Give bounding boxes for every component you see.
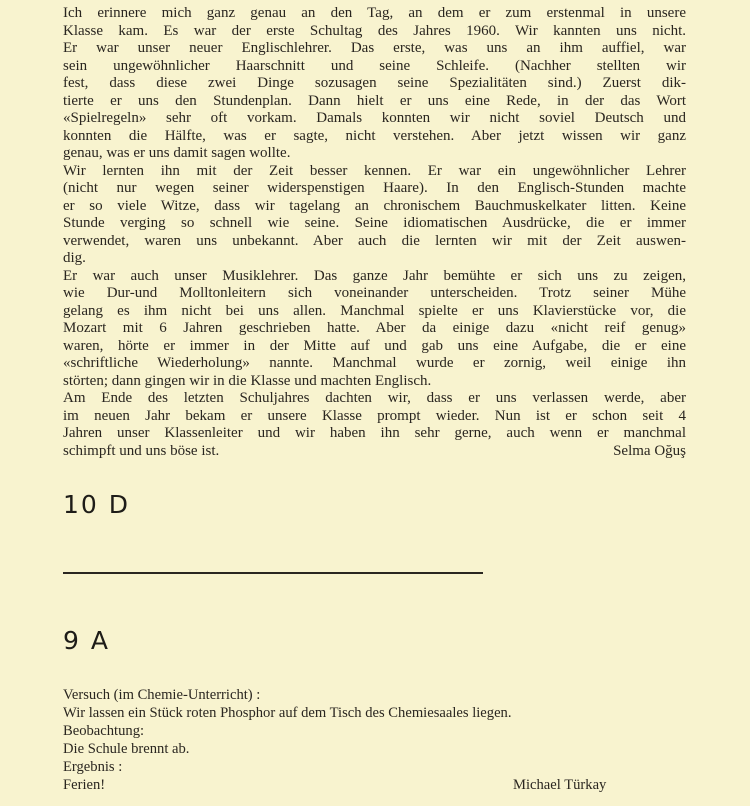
text-line: waren, hörte er immer in der Mitte auf und gab uns eine Aufgabe, die er eine — [63, 337, 686, 354]
text-line — [63, 740, 663, 758]
text-line: Jahren unser Klassenleiter und wir haben ihn sehr gerne, auch wenn er manchmal — [63, 425, 686, 441]
text-line: Am Ende des letzten Schuljahres dachten wir, dass er uns verlassen werde, aber — [63, 390, 686, 406]
text-line: Klasse kam. Es war der erste Schultag des Jahres 1960. Wir kannten uns nicht. — [63, 22, 686, 39]
text-line: fest, dass diese zwei Dinge sozusagen seine Spezialitäten sind.) Zuerst dik- — [63, 75, 686, 91]
text-line: wie Dur-und Molltonleitern sich voneinander unterscheiden. Trotz seiner Mühe — [63, 285, 686, 301]
divider — [63, 572, 483, 574]
article-text — [63, 5, 686, 460]
text-line: sein ungewöhnlicher Haarschnitt und seine Schleife. (Nachher stellten wir — [63, 57, 686, 74]
text-line: Ich erinnere mich ganz genau an den Tag, an dem er zum erstenmal in unsere — [63, 5, 686, 21]
text-line: «Spielregeln» sehr oft vorkam. Damals konnten wir nicht soviel Deutsch und — [63, 110, 686, 126]
text-line: er so viele Witze, dass wir tagelang an chronischem Bauchmuskelkater litten. Keine — [63, 197, 686, 214]
text-line: tierte er uns den Stundenplan. Dann hielt er uns eine Rede, in der das Wort — [63, 92, 686, 109]
text-line-content: Ergebnis : — [63, 759, 123, 775]
text-line: Stunde verging so schnell wie seine. Seine idiomatischen Ausdrücke, die er immer — [63, 215, 686, 231]
section-heading-9a: 9 A — [63, 626, 110, 655]
text-line: verwendet, waren uns unbekannt. Aber auch die lernten wir mit der Zeit auswen- — [63, 232, 686, 249]
text-line-content: Wir lassen ein Stück roten Phosphor auf dem Tisch des Chemiesaales liegen. — [63, 705, 512, 721]
text-line-content: schimpft und uns böse ist. — [63, 442, 220, 459]
author-signature: Michael Türkay — [513, 777, 607, 793]
chemistry-joke — [63, 686, 663, 794]
text-line: genau, was er uns damit sagen wollte. — [63, 145, 291, 161]
author-signature: Selma Oğuş — [613, 442, 686, 459]
text-line — [63, 686, 663, 704]
text-line: dig. — [63, 250, 86, 266]
text-line: (nicht nur wegen seiner widerspenstigen Haare). In den Englisch-Stunden machte — [63, 180, 686, 196]
text-line: im neuen Jahr bekam er unsere Klasse prompt wieder. Nun ist er schon seit 4 — [63, 407, 686, 424]
text-line — [63, 758, 663, 776]
text-line-content: Versuch (im Chemie-Unterricht) : — [63, 687, 261, 703]
text-line: Mozart mit 6 Jahren geschrieben hatte. Aber da einige dazu «nicht reif genug» — [63, 320, 686, 336]
section-heading-10d: 10 D — [63, 490, 131, 519]
text-line — [63, 443, 686, 461]
text-line-content: Ferien! — [63, 777, 106, 793]
text-line-content: Die Schule brennt ab. — [63, 741, 190, 757]
text-line: störten; dann gingen wir in die Klasse und machten Englisch. — [63, 372, 432, 389]
text-line: Er war auch unser Musiklehrer. Das ganze Jahr bemühte er sich uns zu zeigen, — [63, 267, 686, 284]
text-line: «schriftliche Wiederholung» nannte. Manchmal wurde er zornig, weil einige ihn — [63, 355, 686, 371]
text-line: gelang es ihm nicht bei uns allen. Manchmal spielte er uns Klavierstücke vor, die — [63, 302, 686, 319]
text-line — [63, 704, 663, 722]
text-line: Wir lernten ihn mit der Zeit besser kennen. Er war ein ungewöhnlicher Lehrer — [63, 162, 686, 179]
text-line: konnten die Hälfte, was er sagte, nicht verstehen. Aber jetzt wissen wir ganz — [63, 127, 686, 144]
text-line — [63, 776, 663, 794]
text-line-content: Beobachtung: — [63, 723, 145, 739]
text-line: Er war unser neuer Englischlehrer. Das erste, was uns an ihm auffiel, war — [63, 40, 686, 56]
text-line — [63, 722, 663, 740]
